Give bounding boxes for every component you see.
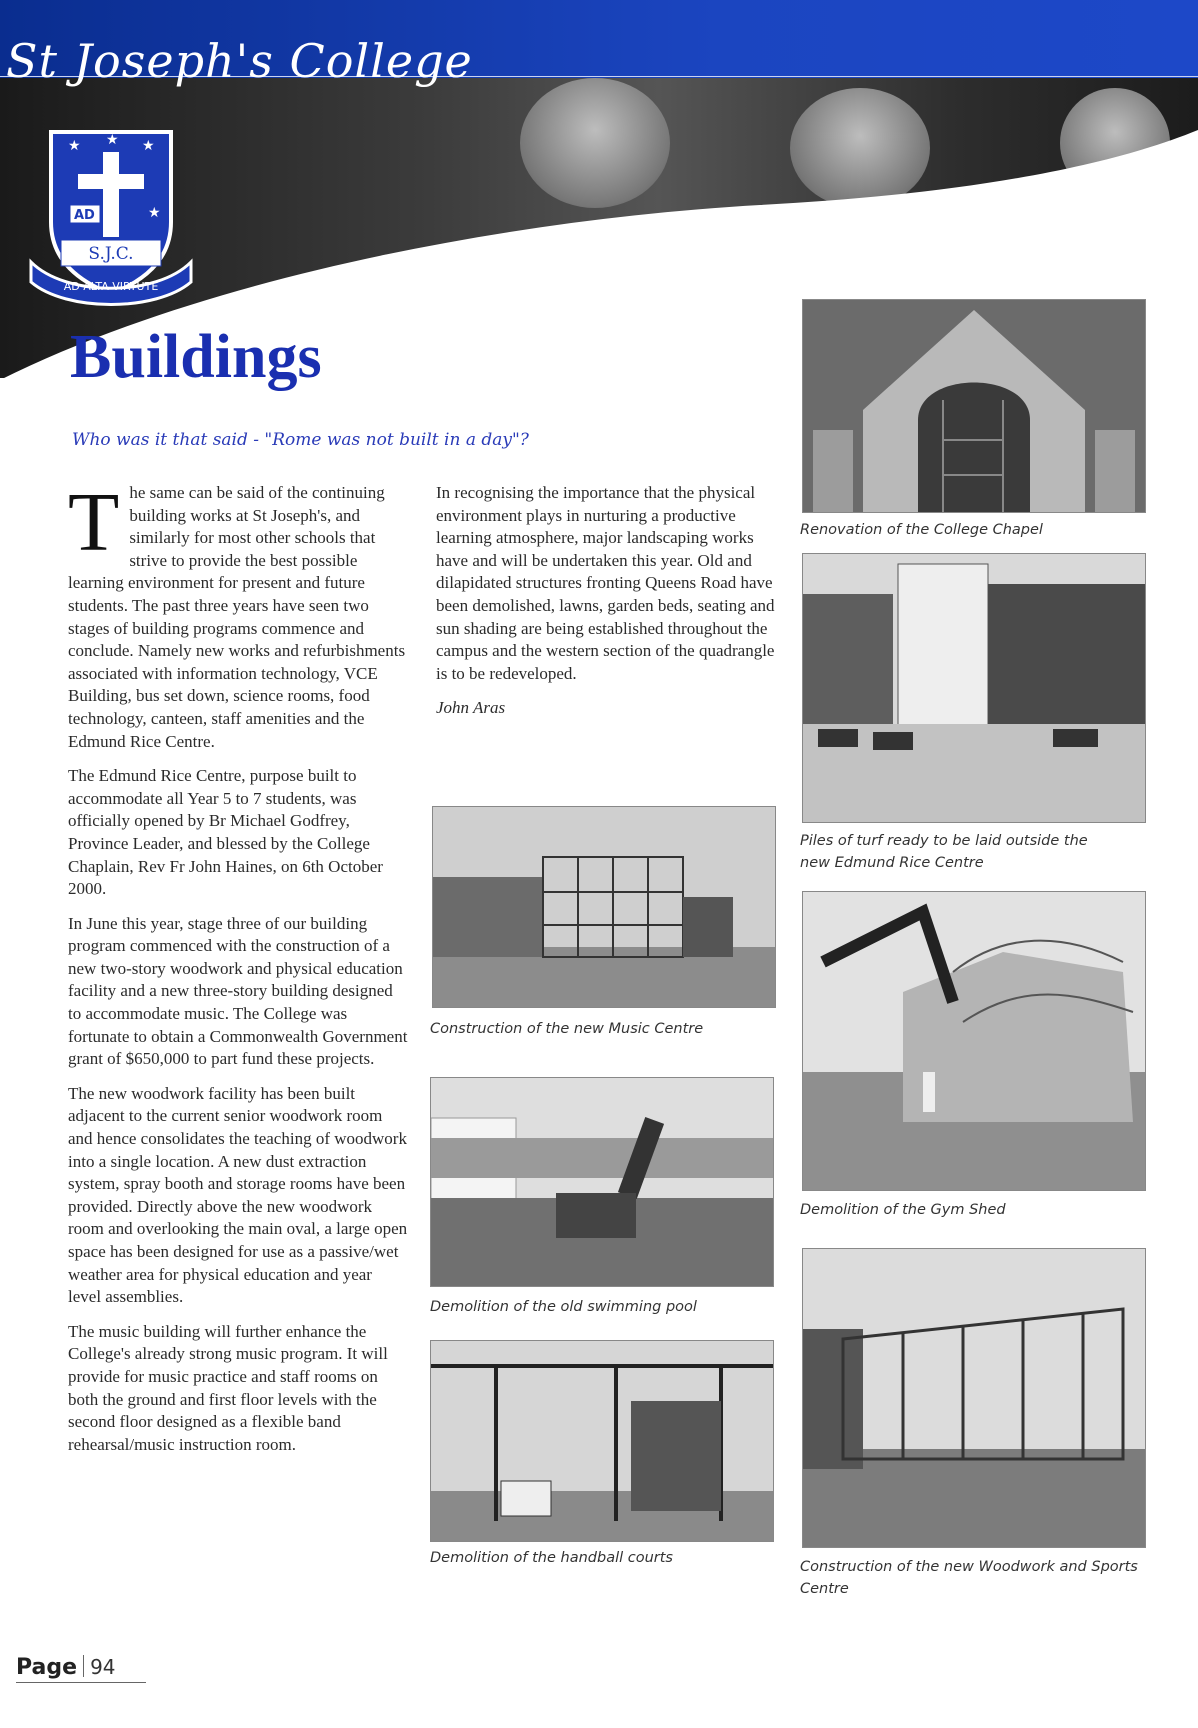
article-column-1 [68, 476, 408, 1468]
article-paragraph: In recognising the importance that the physical environment plays in nurturing a productive learning atmosphere, major landscaping works have and will be undertaken this year. Old and dilapidated structures fronting Queens Road have been demolished, lawns, garden beds, seating and sun shading are being established throughout the campus and the western section of the quadrangle is to be redeveloped. [436, 483, 775, 683]
photo-edmund-rice-centre [802, 553, 1146, 823]
photo-caption: Renovation of the College Chapel [800, 522, 1043, 538]
article-paragraph: The same can be said of the continuing building works at St Joseph's, and similarly for most other schools that strive to provide the best possible learning environment for present and future students. The past three years have seen two stages of building programs commence and conclude. Namely new works and refurbishments associated with information technology, VCE Building, bus set down, science rooms, food technology, canteen, staff amenities and the Edmund Rice Centre. [68, 476, 406, 751]
article-paragraph: The music building will further enhance the College's already strong music program. It will provide for music practice and staff rooms on both the ground and first floor levels with the second floor designed as a flexible band rehearsal/music instruction room. [68, 1321, 388, 1454]
article-paragraph: In June this year, stage three of our building program commenced with the construction of a new two-story woodwork and physical education facility and a new three-story building designed to accommodate music. The College was fortunate to obtain a Commonwealth Government grant of $650,000 to part fund these projects. [68, 913, 408, 1069]
page-footer [16, 1655, 116, 1680]
page-title: Buildings [70, 323, 322, 391]
svg-text:★: ★ [142, 138, 155, 154]
college-name: St Joseph's College [6, 34, 473, 88]
page-separator [83, 1655, 84, 1677]
page-number: 94 [90, 1655, 116, 1679]
svg-text:★: ★ [106, 132, 119, 148]
photo-college-chapel [802, 299, 1146, 513]
photo-swimming-pool [430, 1077, 774, 1287]
photo-caption: Construction of the new Music Centre [430, 1021, 704, 1037]
svg-text:AD ALTA VIRTUTE: AD ALTA VIRTUTE [63, 280, 159, 293]
photo-caption: Demolition of the old swimming pool [430, 1299, 697, 1315]
photo-gym-shed [802, 891, 1146, 1191]
article-column-2 [436, 482, 776, 732]
photo-caption: Piles of turf ready to be laid outside the new Edmund Rice Centre [800, 833, 1088, 871]
page-subtitle: Who was it that said - "Rome was not built in a day"? [72, 430, 529, 450]
article-author: John Aras [436, 698, 506, 718]
footer-rule [16, 1682, 146, 1683]
drop-cap: T [68, 476, 120, 569]
svg-text:★: ★ [148, 205, 161, 221]
photo-caption: Demolition of the Gym Shed [800, 1202, 1006, 1218]
college-crest-logo [26, 122, 196, 312]
article-paragraph: The new woodwork facility has been built adjacent to the current senior woodwork room and hence consolidates the teaching of woodwork into a single location. A new dust extraction system, spray booth and storage rooms have been provided. Directly above the new woodwork room and overlooking the main oval, a large open space has been designed for use as a passive/wet weather area for physical education and year level assemblies. [68, 1083, 408, 1307]
svg-text:★: ★ [68, 138, 81, 154]
svg-text:S.J.C.: S.J.C. [88, 244, 134, 264]
photo-caption: Demolition of the handball courts [430, 1550, 673, 1566]
page-label: Page [16, 1655, 78, 1680]
photo-caption: Construction of the new Woodwork and Sports Centre [800, 1559, 1138, 1597]
photo-music-centre [432, 806, 776, 1008]
svg-text:AD: AD [74, 208, 95, 223]
article-paragraph: The Edmund Rice Centre, purpose built to accommodate all Year 5 to 7 students, was officially opened by Br Michael Godfrey, Province Leader, and blessed by the College Chaplain, Rev Fr John Haines, on 6th October 2000. [68, 766, 383, 899]
photo-woodwork-sports-centre [802, 1248, 1146, 1548]
photo-handball-courts [430, 1340, 774, 1542]
